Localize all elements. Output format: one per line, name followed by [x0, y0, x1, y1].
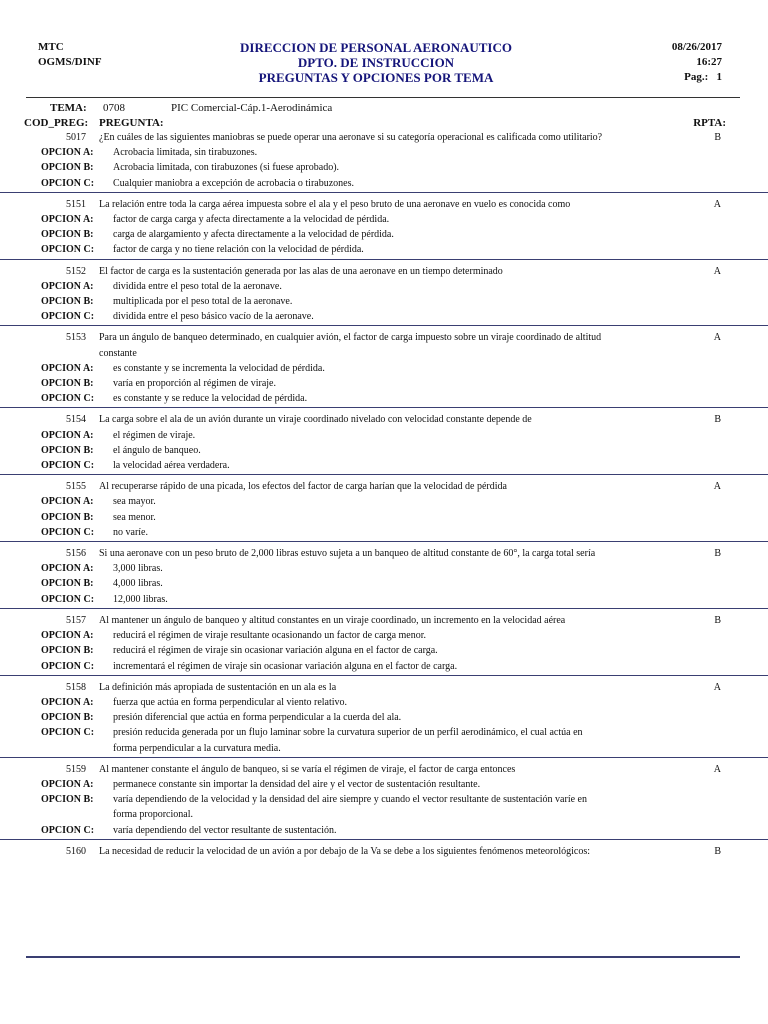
question-answer: B	[714, 414, 721, 426]
report-time: 16:27	[696, 56, 722, 68]
question-code: 5017	[66, 132, 86, 143]
column-cod-preg: COD_PREG:	[24, 117, 89, 129]
option-text: dividida entre el peso básico vacío de la aeronave.	[113, 311, 314, 323]
option-row	[0, 561, 768, 576]
question-answer: A	[713, 681, 721, 693]
question-text: El factor de carga es la sustentación generada por las alas de una aeronave en un tiempo determinado	[99, 265, 503, 277]
option-text: reducirá el régimen de viraje sin ocasionar variación alguna en el factor de carga.	[113, 645, 438, 657]
option-label: OPCION B:	[41, 578, 94, 590]
option-label: OPCION C:	[41, 177, 95, 189]
question-text: Si una aeronave con un peso bruto de 2,000 libras estuvo sujeta a un banqueo de altitud constante de 60°, la carga total sería	[99, 548, 596, 560]
question-text: La necesidad de reducir la velocidad de un avión a por debajo de la Va se debe a los siguientes fenómenos meteorológicos:	[99, 845, 591, 857]
option-text: factor de carga y no tiene relación con la velocidad de pérdida.	[113, 244, 364, 256]
report-title	[160, 40, 592, 85]
option-text: dividida entre el peso total de la aeronave.	[113, 280, 282, 292]
option-label: OPCION C:	[41, 660, 95, 672]
question-row	[0, 264, 768, 279]
question-text: La relación entre toda la carga aérea impuesta sobre el ala y el peso bruto de una aeronave en vuelo es conocida como	[99, 198, 571, 210]
option-row	[0, 710, 768, 725]
option-text: incrementará el régimen de viraje sin ocasionar variación alguna en el factor de carga.	[113, 660, 458, 672]
question-answer: B	[714, 548, 721, 560]
option-row	[0, 823, 768, 838]
question-code: 5151	[66, 198, 86, 210]
question-answer: A	[713, 332, 721, 344]
option-text: 3,000 libras.	[113, 563, 163, 575]
option-text: el régimen de viraje.	[113, 429, 196, 441]
question-block	[0, 541, 768, 608]
option-label: OPCION B:	[41, 444, 94, 456]
option-row	[0, 361, 768, 376]
option-text: varía en proporción al régimen de viraje.	[113, 378, 276, 390]
option-row	[0, 294, 768, 309]
question-code: 5160	[66, 845, 86, 857]
org-line-1: MTC	[38, 41, 64, 53]
question-block	[0, 192, 768, 259]
option-label: OPCION B:	[41, 794, 94, 806]
option-row	[0, 443, 768, 458]
question-text: ¿En cuáles de las siguientes maniobras se puede operar una aeronave si su categoría operacional es calificada como utilitario?	[99, 132, 603, 143]
option-label: OPCION C:	[41, 727, 95, 739]
option-label: OPCION C:	[41, 593, 95, 605]
option-row	[0, 227, 768, 242]
option-text: factor de carga carga y afecta directamente a la velocidad de pérdida.	[113, 214, 390, 226]
question-row	[0, 412, 768, 427]
report-date: 08/26/2017	[671, 41, 722, 53]
question-row	[0, 546, 768, 561]
option-row	[0, 695, 768, 710]
option-label: OPCION A:	[41, 563, 94, 575]
question-code: 5159	[66, 763, 86, 775]
page-number: 1	[716, 71, 722, 83]
question-code: 5154	[66, 414, 86, 426]
option-label: OPCION A:	[41, 214, 94, 226]
option-label: OPCION B:	[41, 162, 94, 174]
option-row	[0, 376, 768, 391]
option-label: OPCION B:	[41, 511, 94, 523]
question-block	[0, 757, 768, 839]
option-row	[0, 160, 768, 175]
option-text: varía dependiendo de la velocidad y la densidad del aire siempre y cuando el vector resultante de sustentación varíe en forma proporcional.	[113, 794, 587, 821]
option-label: OPCION B:	[41, 296, 94, 308]
question-block	[0, 675, 768, 757]
option-text: es constante y se incrementa la velocidad de pérdida.	[113, 362, 325, 374]
option-label: OPCION C:	[41, 393, 95, 405]
option-row	[0, 725, 768, 755]
report-meta	[672, 40, 722, 85]
option-text: carga de alargamiento y afecta directamente a la velocidad de pérdida.	[113, 229, 394, 241]
option-text: es constante y se reduce la velocidad de pérdida.	[113, 393, 308, 405]
option-text: Acrobacia limitada, con tirabuzones (si fuese aprobado).	[113, 162, 340, 174]
question-answer: B	[714, 614, 721, 626]
question-code: 5155	[66, 481, 86, 493]
option-row	[0, 792, 768, 822]
option-text: presión diferencial que actúa en forma perpendicular a la cuerda del ala.	[113, 712, 402, 724]
option-label: OPCION C:	[41, 526, 95, 538]
question-text: Al recuperarse rápido de una picada, los efectos del factor de carga harían que la velocidad de pérdida	[99, 481, 507, 493]
question-block	[0, 325, 768, 407]
option-row	[0, 242, 768, 257]
question-row	[0, 330, 768, 360]
column-pregunta: PREGUNTA:	[99, 117, 164, 129]
title-line-3: PREGUNTAS Y OPCIONES POR TEMA	[258, 70, 494, 85]
column-rpta: RPTA:	[693, 117, 726, 129]
option-row	[0, 391, 768, 406]
option-text: reducirá el régimen de viraje resultante ocasionando un factor de carga menor.	[113, 630, 427, 642]
option-label: OPCION A:	[41, 362, 94, 374]
option-label: OPCION C:	[41, 460, 95, 472]
option-row	[0, 494, 768, 509]
question-row	[0, 130, 768, 145]
question-block	[0, 839, 768, 860]
org-code	[38, 40, 102, 70]
option-label: OPCION B:	[41, 229, 94, 241]
question-answer: A	[713, 763, 721, 775]
question-block	[0, 259, 768, 326]
option-text: multiplicada por el peso total de la aeronave.	[113, 296, 293, 308]
question-block	[0, 474, 768, 541]
option-text: sea menor.	[113, 511, 156, 523]
option-row	[0, 428, 768, 443]
question-code: 5156	[66, 548, 86, 560]
option-text: sea mayor.	[113, 496, 156, 508]
option-text: presión reducida generada por un flujo laminar sobre la curvatura superior de un perfil aerodinámico, el cual actúa en forma perpendicular a la curvatura media.	[113, 727, 583, 754]
option-text: Acrobacia limitada, sin tirabuzones.	[113, 147, 258, 159]
question-answer: A	[713, 265, 721, 277]
question-code: 5153	[66, 332, 86, 344]
question-row	[0, 762, 768, 777]
option-text: el ángulo de banqueo.	[113, 444, 201, 456]
option-row	[0, 592, 768, 607]
option-row	[0, 309, 768, 324]
option-row	[0, 659, 768, 674]
question-answer: B	[714, 132, 721, 143]
option-row	[0, 279, 768, 294]
option-row	[0, 777, 768, 792]
question-text: Para un ángulo de banqueo determinado, en cualquier avión, el factor de carga impuesto sobre un viraje coordinado de altitud constante	[99, 332, 602, 359]
option-label: OPCION A:	[41, 696, 94, 708]
option-label: OPCION A:	[41, 630, 94, 642]
option-label: OPCION B:	[41, 712, 94, 724]
title-line-1: DIRECCION DE PERSONAL AERONAUTICO	[240, 40, 512, 55]
option-label: OPCION A:	[41, 778, 94, 790]
topic-code: 0708	[103, 102, 125, 114]
page-label: Pag.:	[684, 71, 709, 83]
question-block	[0, 129, 768, 192]
option-row	[0, 212, 768, 227]
question-answer: A	[713, 481, 721, 493]
question-text: Al mantener un ángulo de banqueo y altitud constantes en un viraje coordinado, un incremento en la velocidad aérea	[99, 614, 566, 626]
option-label: OPCION C:	[41, 311, 95, 323]
question-row	[0, 680, 768, 695]
option-row	[0, 145, 768, 160]
question-answer: B	[714, 845, 721, 857]
option-text: permanece constante sin importar la densidad del aire y el vector de sustentación resultante.	[113, 778, 481, 790]
option-label: OPCION A:	[41, 280, 94, 292]
option-label: OPCION C:	[41, 824, 95, 836]
option-row	[0, 643, 768, 658]
header-divider	[26, 97, 740, 98]
org-line-2: OGMS/DINF	[38, 56, 102, 68]
question-code: 5157	[66, 614, 86, 626]
option-text: Cualquier maniobra a excepción de acrobacia o tirabuzones.	[113, 177, 355, 189]
option-text: 4,000 libras.	[113, 578, 163, 590]
option-text: fuerza que actúa en forma perpendicular al viento relativo.	[113, 696, 348, 708]
question-text: La definición más apropiada de sustentación en un ala es la	[99, 681, 337, 693]
option-label: OPCION A:	[41, 496, 94, 508]
question-text: La carga sobre el ala de un avión durante un viraje coordinado nivelado con velocidad constante depende de	[99, 414, 532, 426]
question-code: 5158	[66, 681, 86, 693]
option-row	[0, 458, 768, 473]
option-label: OPCION B:	[41, 378, 94, 390]
question-block	[0, 608, 768, 675]
option-row	[0, 510, 768, 525]
option-row	[0, 576, 768, 591]
option-label: OPCION B:	[41, 645, 94, 657]
option-label: OPCION C:	[41, 244, 95, 256]
page-indicator	[672, 70, 722, 85]
option-label: OPCION A:	[41, 147, 94, 159]
footer-divider	[26, 956, 740, 958]
topic-description: PIC Comercial-Cáp.1-Aerodinámica	[171, 102, 333, 114]
question-row	[0, 613, 768, 628]
question-code: 5152	[66, 265, 86, 277]
question-text: Al mantener constante el ángulo de banqueo, si se varía el régimen de viraje, el factor de carga entonces	[99, 763, 516, 775]
option-row	[0, 628, 768, 643]
question-list	[0, 129, 768, 860]
option-text: 12,000 libras.	[113, 593, 168, 605]
question-row	[0, 197, 768, 212]
option-row	[0, 525, 768, 540]
question-answer: A	[713, 198, 721, 210]
option-row	[0, 176, 768, 191]
question-row	[0, 844, 768, 859]
option-text: la velocidad aérea verdadera.	[113, 460, 230, 472]
topic-label: TEMA:	[50, 102, 87, 114]
title-line-2: DPTO. DE INSTRUCCION	[297, 55, 455, 70]
option-text: no varíe.	[113, 526, 148, 538]
question-row	[0, 479, 768, 494]
option-label: OPCION A:	[41, 429, 94, 441]
option-text: varía dependiendo del vector resultante de sustentación.	[113, 824, 337, 836]
question-block	[0, 407, 768, 474]
